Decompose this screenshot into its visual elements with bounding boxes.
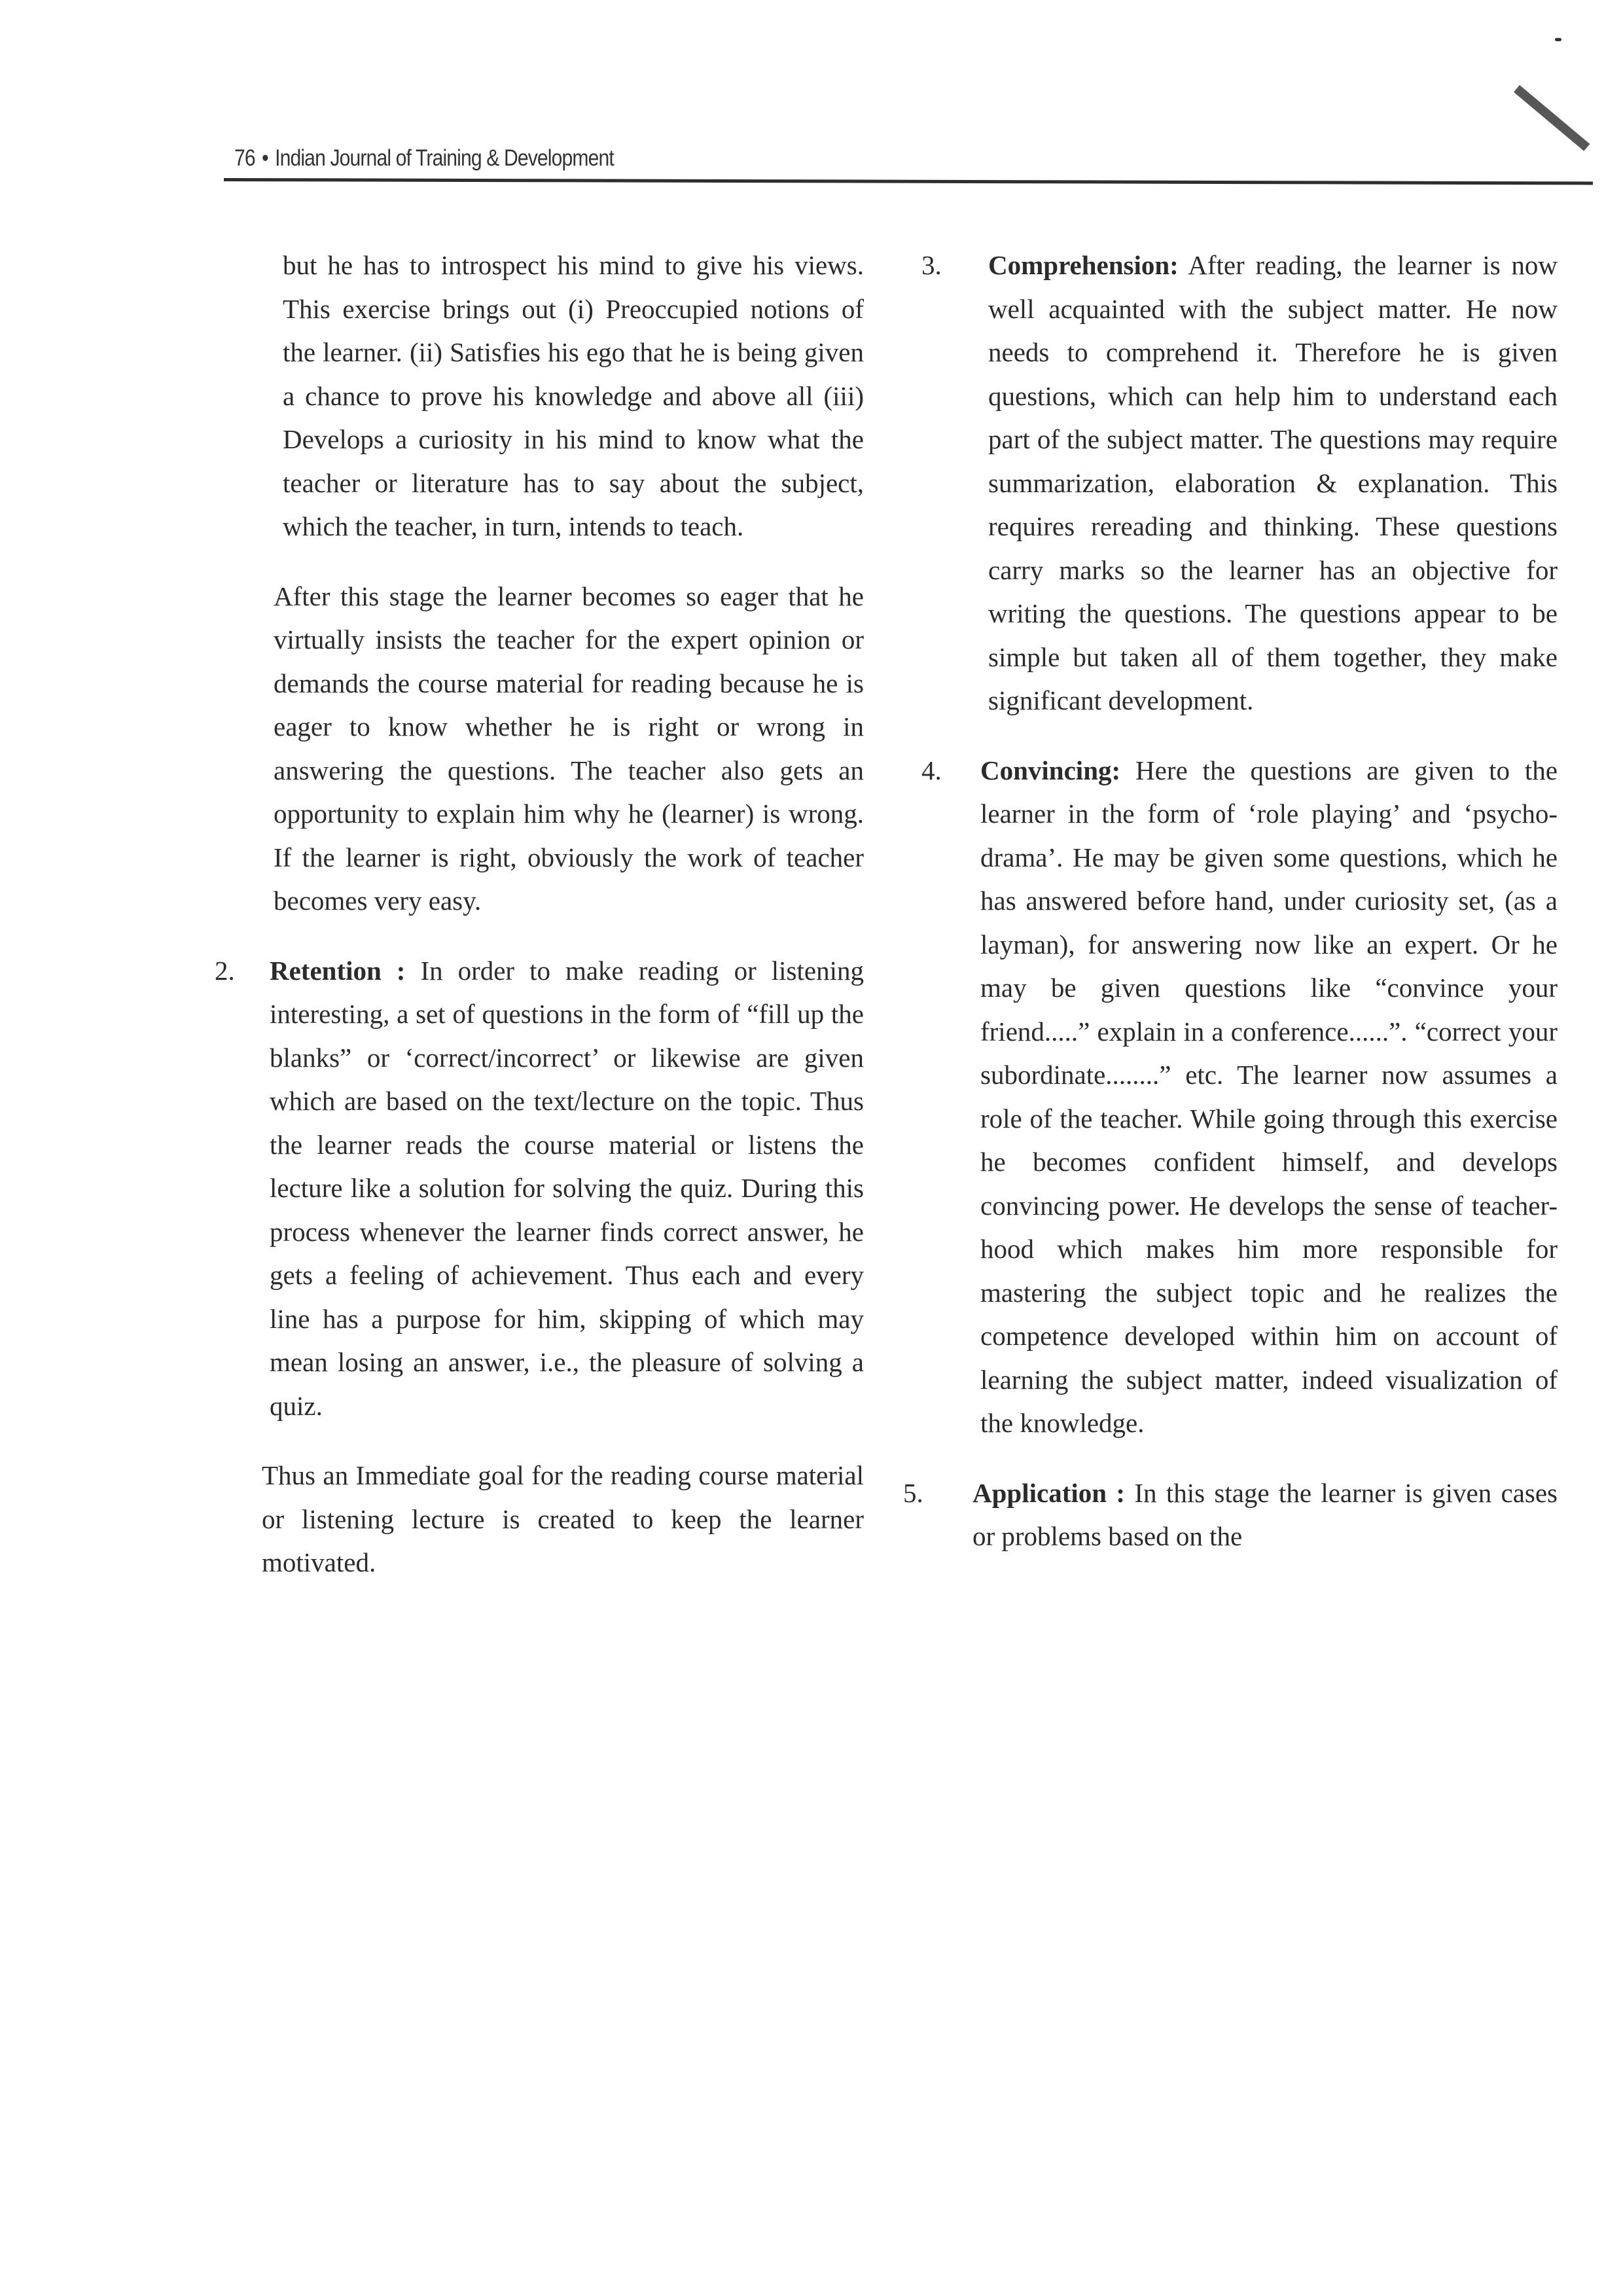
- list-number: 5.: [903, 1477, 923, 1508]
- running-header: [234, 145, 614, 171]
- page-number: 76: [234, 145, 255, 171]
- convincing-text: Here the questions are given to the learner in the form of ‘role playing’ and ‘psycho-drama’. He may be given some questions, which he has answered before hand, under curiosity set, (as a layman), for answering now like an expert. Or he may be given questions like “convince your friend.....” explain in a conference......”. “correct your subordinate........” etc. The learner now assumes a role of the teacher. While going through this exercise he becomes confident himself, and develops convincing power. He develops the sense of teacher-hood which makes him more responsible for mastering the subject topic and he realizes the competence developed within him on account of learning the subject matter, indeed visualization of the knowledge.: [980, 755, 1558, 1438]
- right-column: [903, 243, 1558, 1585]
- term-retention: Retention :: [270, 955, 406, 986]
- list-item-retention: [196, 949, 864, 1428]
- term-application: Application :: [972, 1477, 1126, 1508]
- list-number: 4.: [921, 755, 942, 785]
- term-comprehension: Comprehension:: [988, 250, 1179, 280]
- list-number: 3.: [921, 250, 942, 280]
- list-number: 2.: [215, 955, 235, 986]
- list-item-comprehension: [903, 243, 1558, 723]
- application-text: In this stage the learner is given cases or problems based on the: [972, 1477, 1558, 1551]
- retention-text: In order to make reading or listening interesting, a set of questions in the form of “fill up the blanks” or ‘correct/incorrect’ or likewise are given which are based on the text/lecture on the topic. Thus the learner reads the course material or listens the lecture like a solution for solving the quiz. During this process whenever the learner finds correct answer, he gets a feeling of achievement. Thus each and every line has a purpose for him, skipping of which may mean losing an answer, i.e., the pleasure of solving a quiz.: [270, 955, 864, 1421]
- paragraph-after-stage: After this stage the learner becomes so eager that he virtually insists the teacher for the expert opinion or demands the course material for reading because he is eager to know whether he is right or wrong in answering the questions. The teacher also gets an opportunity to explain him why he (learner) is wrong. If the learner is right, obviously the work of teacher becomes very easy.: [274, 581, 864, 916]
- journal-title: Indian Journal of Training & Development: [275, 145, 614, 171]
- header-rule: [224, 178, 1593, 185]
- list-item-convincing: [903, 749, 1558, 1445]
- paragraph-immediate-goal: Thus an Immediate goal for the reading course material or listening lecture is created to keep the learner motivated.: [262, 1460, 864, 1577]
- bullet-separator: •: [262, 145, 268, 171]
- list-item-application: [903, 1471, 1558, 1558]
- term-convincing: Convincing:: [980, 755, 1121, 785]
- left-column: [196, 243, 864, 1611]
- scan-speck: [1555, 38, 1561, 41]
- scan-corner-fold: [1514, 85, 1590, 151]
- paragraph-continued: but he has to introspect his mind to give his views. This exercise brings out (i) Preoccupied notions of the learner. (ii) Satisfies his ego that he is being given a chance to prove his knowledge and above all (iii) Develops a curiosity in his mind to know what the teacher or literature has to say about the subject, which the teacher, in turn, intends to teach.: [283, 250, 864, 541]
- comprehension-text: After reading, the learner is now well acquainted with the subject matter. He now needs to comprehend it. Therefore he is given questions, which can help him to understand each part of the subject matter. The questions may require summarization, elaboration & explanation. This requires rereading and thinking. These questions carry marks so the learner has an objective for writing the questions. The questions appear to be simple but taken all of them together, they make significant development.: [988, 250, 1558, 715]
